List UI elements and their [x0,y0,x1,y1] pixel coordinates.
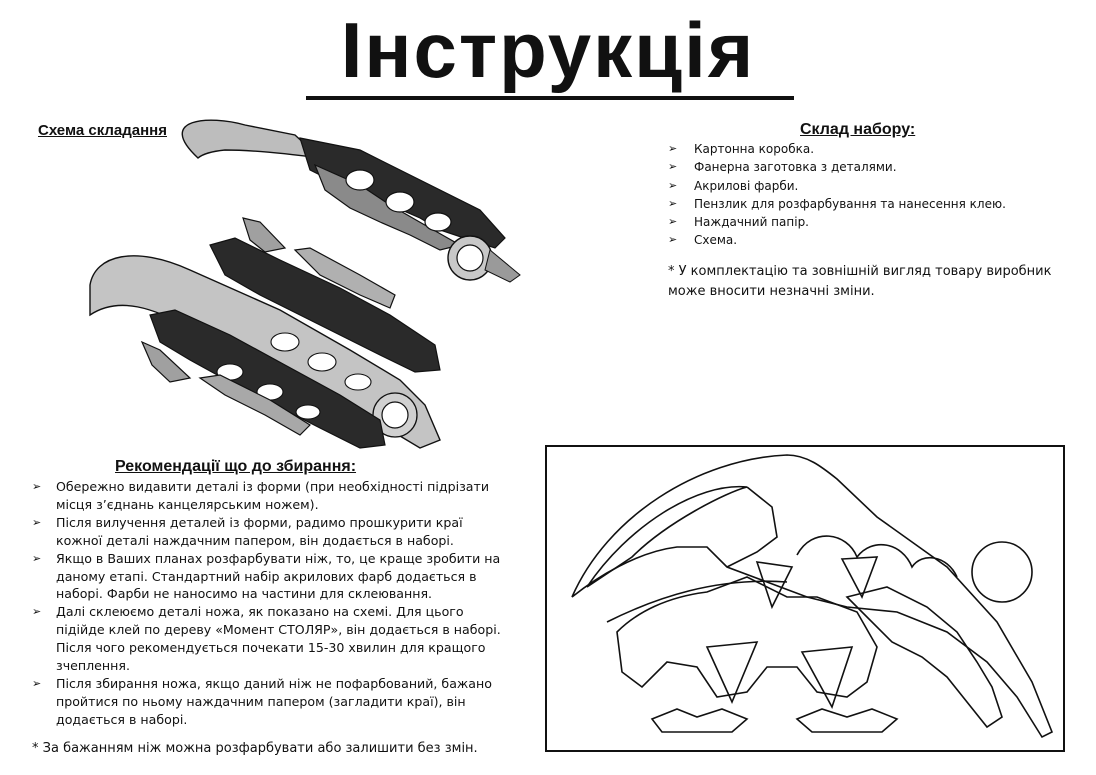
template-ring-hole [972,542,1032,602]
template-panel [545,445,1065,752]
list-item [668,177,1068,195]
arrow-bullet-icon: ➢ [668,233,678,247]
list-item [668,231,1068,249]
assembly-heading: Схема складання [38,122,167,139]
template-inner-edge [607,581,787,622]
template-triangle-2 [802,647,852,707]
arrow-bullet-icon: ➢ [32,551,42,565]
arrow-bullet-icon: ➢ [32,605,42,619]
kit-note [668,262,1088,302]
kit-heading: Склад набору: [800,121,916,138]
arrow-bullet-icon: ➢ [32,480,42,493]
list-item-text: Наждачний папір. [694,215,809,230]
assembled-blade [182,120,320,158]
arrow-bullet-icon: ➢ [668,215,678,229]
exploded-parts [90,218,440,448]
list-item-text: Після збирання ножа, якщо даний ніж не пофарбований, бажано пройтися по ньому наждачним папером (загладити краї), він додається в наборі. [56,675,492,727]
recommendations-heading: Рекомендації що до збирання: [115,458,357,475]
title-underline [306,96,794,100]
list-item-text: Фанерна заготовка з деталями. [694,160,897,175]
list-item-text: Після вилучення деталей із форми, радимо прошкурити краї кожної деталі наждачним папером, він додається в наборі. [56,514,463,548]
list-item [32,478,502,514]
arrow-bullet-icon: ➢ [668,160,678,174]
list-item-text: Акрилові фарби. [694,178,799,193]
list-item [668,140,1068,158]
template-strip-left [652,709,747,732]
list-item [32,514,502,550]
list-item-text: Далі склеюємо деталі ножа, як показано на схемі. Для цього підійде клей по дереву «Момент СТОЛЯР», він додається в наборі. Після чого рекомендується почекати 15-30 хвилин для кращого зчеплення. [56,604,501,674]
template-blade [572,455,1052,737]
list-item [668,158,1068,176]
list-item [32,550,502,604]
list-item [32,603,502,675]
list-item-text: Картонна коробка. [694,142,815,156]
template-scale-right [847,587,1002,727]
arrow-bullet-icon: ➢ [32,676,42,690]
list-item [668,213,1068,231]
arrow-bullet-icon: ➢ [668,142,678,155]
arrow-bullet-icon: ➢ [668,196,678,210]
recommendations-list [32,478,502,729]
kit-note-line: * У комплектацію та зовнішній вигляд товару виробник [668,264,1052,279]
list-item-text: Якщо в Ваших планах розфарбувати ніж, то, це краще зробити на даному етапі. Стандартний набір акрилових фарб додається в наборі. Фарби не наносимо на частини для склеювання. [56,550,501,602]
list-item [668,195,1068,213]
template-strip-right [797,709,897,732]
assembly-illustration [60,110,530,455]
footnote: * За бажанням ніж можна розфарбувати або залишити без змін. [32,741,478,756]
kit-note-line: може вносити незначні зміни. [668,284,875,299]
template-scale-left [617,577,877,697]
kit-list [668,140,1068,250]
template-guard-upper [727,487,777,567]
arrow-bullet-icon: ➢ [32,515,42,529]
arrow-bullet-icon: ➢ [668,178,678,192]
list-item-text: Схема. [694,233,738,248]
list-item-text: Пензлик для розфарбування та нанесення клею. [694,196,1006,211]
page-title: Інструкція [340,6,756,94]
list-item-text: Обережно видавити деталі із форми (при необхідності підрізати місця з’єднань канцелярським ножем). [56,479,490,512]
list-item [32,675,502,729]
template-outline [547,447,1063,750]
